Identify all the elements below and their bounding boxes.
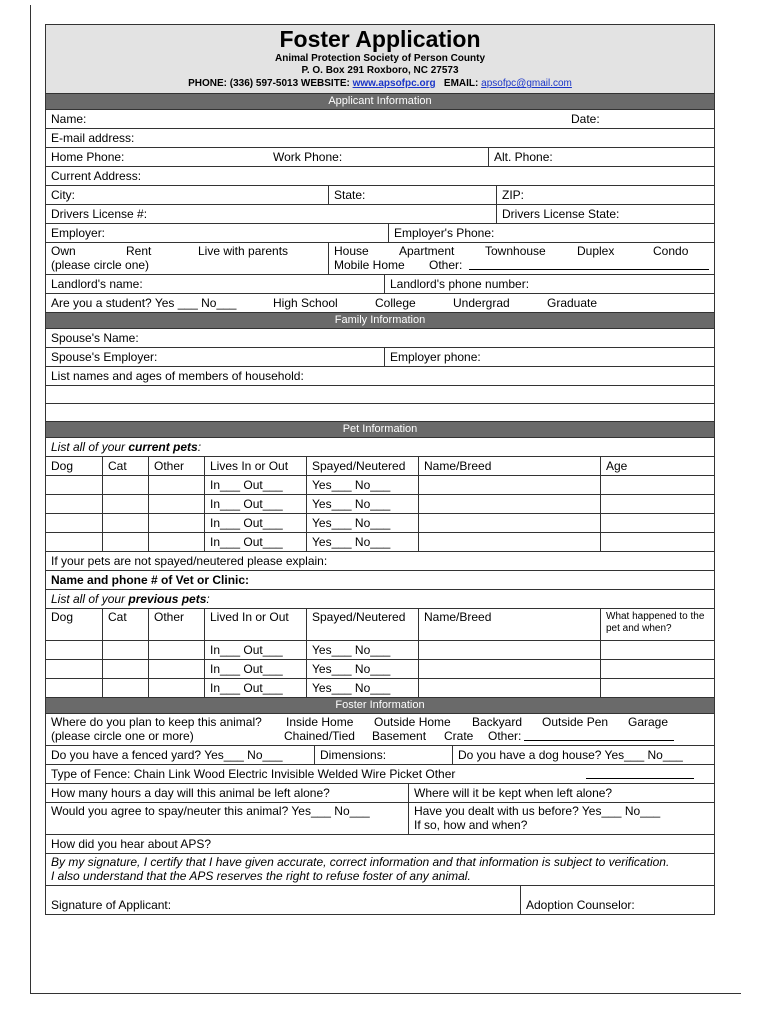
cell-what-happened[interactable] xyxy=(600,641,714,659)
own-option[interactable]: Own xyxy=(51,244,76,258)
row-student xyxy=(46,294,714,313)
col-name-breed: Name/Breed xyxy=(418,457,600,475)
vet-field[interactable]: Name and phone # of Vet or Clinic: xyxy=(51,573,250,587)
doghouse-field[interactable]: Do you have a dog house? Yes___ No___ xyxy=(452,746,683,764)
work-phone-field[interactable]: Work Phone: xyxy=(273,150,343,164)
cell-in-out[interactable]: In___ Out___ xyxy=(204,679,306,697)
spouse-employer-field[interactable]: Spouse's Employer: xyxy=(51,350,158,364)
col-spayed: Spayed/Neutered xyxy=(306,457,418,475)
graduate-option[interactable]: Graduate xyxy=(547,296,598,310)
outside-pen-option[interactable]: Outside Pen xyxy=(542,715,609,729)
row-housing xyxy=(46,243,714,275)
table-row[interactable] xyxy=(46,679,714,698)
row-certification xyxy=(46,854,714,886)
cell-yes-no[interactable]: Yes___ No___ xyxy=(306,679,418,697)
landlord-phone-field[interactable]: Landlord's phone number: xyxy=(384,275,529,293)
rent-option[interactable]: Rent xyxy=(126,244,152,258)
other-underline xyxy=(469,268,709,270)
col-other: Other xyxy=(148,457,204,475)
email-link[interactable]: apsofpc@gmail.com xyxy=(481,78,572,89)
cell-yes-no[interactable]: Yes___ No___ xyxy=(306,495,418,513)
inside-home-option[interactable]: Inside Home xyxy=(286,715,354,729)
row-landlord xyxy=(46,275,714,294)
col-cat: Cat xyxy=(102,457,148,475)
spouse-name-field[interactable]: Spouse's Name: xyxy=(51,331,139,345)
row-fence xyxy=(46,746,714,765)
org-name: Animal Protection Society of Person County xyxy=(274,53,486,64)
cell-dog[interactable] xyxy=(46,679,102,697)
student-field[interactable]: Are you a student? Yes ___ No___ xyxy=(51,296,237,310)
landlord-field[interactable]: Landlord's name: xyxy=(51,277,143,291)
row-signature xyxy=(46,886,714,914)
cell-in-out[interactable]: In___ Out___ xyxy=(204,641,306,659)
row-license xyxy=(46,205,714,224)
spay-agree-field[interactable]: Would you agree to spay/neuter this animal? Yes___ No___ xyxy=(51,804,370,818)
dealt-before-cell xyxy=(408,803,660,834)
college-option[interactable]: College xyxy=(375,296,416,310)
row-hear xyxy=(46,835,714,854)
col-dog: Dog xyxy=(51,610,74,624)
cell-other[interactable] xyxy=(148,533,204,551)
other-keep-field[interactable]: Other: xyxy=(488,729,522,743)
city-field[interactable]: City: xyxy=(51,188,75,202)
row-household xyxy=(46,367,714,386)
circle-more-note: (please circle one or more) xyxy=(51,729,194,743)
row-spouse-name xyxy=(46,329,714,348)
other-housing-field[interactable]: Other: xyxy=(429,258,463,272)
col-cat: Cat xyxy=(102,609,148,640)
col-spayed: Spayed/Neutered xyxy=(306,609,418,640)
cell-cat[interactable] xyxy=(102,514,148,532)
certification-text xyxy=(46,854,714,885)
cell-name-breed[interactable] xyxy=(418,495,600,513)
ownership-cell xyxy=(46,243,328,274)
cell-yes-no[interactable]: Yes___ No___ xyxy=(306,476,418,494)
signature-field[interactable] xyxy=(46,886,520,914)
cell-name-breed[interactable] xyxy=(418,660,600,678)
row-household-blank-1[interactable] xyxy=(46,386,714,404)
cell-in-out[interactable]: In___ Out___ xyxy=(204,533,306,551)
contact-line xyxy=(46,77,714,90)
dealt-before-field[interactable]: Have you dealt with us before? Yes___ No___ xyxy=(414,804,661,818)
section-applicant: Applicant Information xyxy=(46,94,714,110)
row-vet xyxy=(46,571,714,590)
row-hours xyxy=(46,784,714,803)
col-what-happened: What happened to the pet and when? xyxy=(600,609,714,640)
table-row[interactable] xyxy=(46,660,714,679)
cell-other[interactable] xyxy=(148,514,204,532)
live-parents-option[interactable]: Live with parents xyxy=(198,244,289,258)
section-family: Family Information xyxy=(46,313,714,329)
cell-name-breed[interactable] xyxy=(418,679,600,697)
dimensions-field[interactable]: Dimensions: xyxy=(314,746,452,764)
row-household-blank-2[interactable] xyxy=(46,404,714,422)
table-row[interactable] xyxy=(46,476,714,495)
household-field[interactable]: List names and ages of members of household: xyxy=(51,369,304,383)
row-previous-pets-heading xyxy=(46,590,714,609)
condo-option[interactable]: Condo xyxy=(653,244,689,258)
cell-other[interactable] xyxy=(148,476,204,494)
other-keep-underline xyxy=(524,739,674,741)
townhouse-option[interactable]: Townhouse xyxy=(485,244,546,258)
website-link[interactable]: www.apsofpc.org xyxy=(352,78,436,89)
previous-pets-header xyxy=(46,609,714,641)
zip-field[interactable]: ZIP: xyxy=(496,186,524,204)
cell-cat[interactable] xyxy=(102,641,148,659)
cell-name-breed[interactable] xyxy=(418,476,600,494)
cell-cat[interactable] xyxy=(102,679,148,697)
col-lived: Lived In or Out xyxy=(204,609,306,640)
cell-dog[interactable] xyxy=(46,660,102,678)
cell-other[interactable] xyxy=(148,495,204,513)
date-field[interactable]: Date: xyxy=(571,112,600,126)
cell-dog[interactable] xyxy=(46,476,102,494)
table-row[interactable] xyxy=(46,533,714,552)
email-field[interactable]: E-mail address: xyxy=(51,131,135,145)
house-option[interactable]: House xyxy=(334,244,369,258)
row-spay xyxy=(46,803,714,835)
cell-what-happened[interactable] xyxy=(600,660,714,678)
license-field[interactable]: Drivers License #: xyxy=(51,207,148,221)
cell-yes-no[interactable]: Yes___ No___ xyxy=(306,533,418,551)
license-state-field[interactable]: Drivers License State: xyxy=(496,205,619,223)
table-row[interactable] xyxy=(46,514,714,533)
row-address xyxy=(46,167,714,186)
cell-name-breed[interactable] xyxy=(418,514,600,532)
basement-option[interactable]: Basement xyxy=(372,729,427,743)
cell-dog[interactable] xyxy=(46,641,102,659)
cell-yes-no[interactable]: Yes___ No___ xyxy=(306,514,418,532)
cell-yes-no[interactable]: Yes___ No___ xyxy=(306,660,418,678)
cell-in-out[interactable]: In___ Out___ xyxy=(204,476,306,494)
duplex-option[interactable]: Duplex xyxy=(577,244,615,258)
outside-home-option[interactable]: Outside Home xyxy=(374,715,451,729)
state-field[interactable]: State: xyxy=(328,186,496,204)
high-school-option[interactable]: High School xyxy=(273,296,338,310)
certification-line-2: I also understand that the APS reserves the right to refuse foster of any animal. xyxy=(51,869,471,883)
cell-age[interactable] xyxy=(600,533,714,551)
signature-label: Signature of Applicant: xyxy=(51,898,172,912)
certification-line-1: By my signature, I certify that I have given accurate, correct information and that information is subject to verification. xyxy=(51,855,670,869)
section-foster: Foster Information xyxy=(46,698,714,714)
hear-about-field[interactable]: How did you hear about APS? xyxy=(51,837,212,851)
apartment-option[interactable]: Apartment xyxy=(399,244,455,258)
cell-cat[interactable] xyxy=(102,533,148,551)
org-address: P. O. Box 291 Roxboro, NC 27573 xyxy=(301,65,459,76)
if-so-field[interactable]: If so, how and when? xyxy=(414,818,528,832)
cell-what-happened[interactable] xyxy=(600,679,714,697)
employer-phone-field[interactable]: Employer's Phone: xyxy=(388,224,494,242)
cell-cat[interactable] xyxy=(102,495,148,513)
current-pets-label: List all of your current pets: xyxy=(51,440,202,454)
col-other: Other xyxy=(148,609,204,640)
cell-dog[interactable] xyxy=(46,514,102,532)
cell-age[interactable] xyxy=(600,514,714,532)
col-name-breed: Name/Breed xyxy=(418,609,600,640)
table-row[interactable] xyxy=(46,641,714,660)
cell-other[interactable] xyxy=(148,679,204,697)
cell-in-out[interactable]: In___ Out___ xyxy=(204,514,306,532)
cell-dog[interactable] xyxy=(46,495,102,513)
col-lives: Lives In or Out xyxy=(204,457,306,475)
row-keep-location xyxy=(46,714,714,746)
cell-cat[interactable] xyxy=(102,476,148,494)
fence-other-underline xyxy=(586,777,694,779)
current-pets-header xyxy=(46,457,714,476)
email-label: EMAIL: xyxy=(443,78,479,89)
cell-name-breed[interactable] xyxy=(418,533,600,551)
cell-cat[interactable] xyxy=(102,660,148,678)
form-header xyxy=(46,25,714,94)
garage-option[interactable]: Garage xyxy=(628,715,669,729)
cell-other[interactable] xyxy=(148,641,204,659)
cell-dog[interactable] xyxy=(46,533,102,551)
row-explain xyxy=(46,552,714,571)
alt-phone-field[interactable]: Alt. Phone: xyxy=(488,148,553,166)
section-pet: Pet Information xyxy=(46,422,714,438)
backyard-option[interactable]: Backyard xyxy=(472,715,523,729)
fenced-yard-field[interactable]: Do you have a fenced yard? Yes___ No___ xyxy=(51,748,283,762)
phone-label: PHONE: (336) 597-5013 WEBSITE: xyxy=(188,78,350,89)
undergrad-option[interactable]: Undergrad xyxy=(453,296,510,310)
where-kept-field[interactable]: Where will it be kept when left alone? xyxy=(408,784,612,802)
cell-other[interactable] xyxy=(148,660,204,678)
keep-location-cell xyxy=(46,714,714,745)
counselor-field[interactable] xyxy=(520,886,635,914)
home-phone-field[interactable]: Home Phone: xyxy=(51,150,125,164)
cell-age[interactable] xyxy=(600,495,714,513)
row-name xyxy=(46,110,714,129)
circle-one-note: (please circle one) xyxy=(51,258,150,272)
row-employer xyxy=(46,224,714,243)
keep-question: Where do you plan to keep this animal? xyxy=(51,715,262,729)
previous-pets-label: List all of your previous pets: xyxy=(51,592,210,606)
cell-in-out[interactable]: In___ Out___ xyxy=(204,495,306,513)
row-phones xyxy=(46,148,714,167)
explain-field[interactable]: If your pets are not spayed/neutered please explain: xyxy=(51,554,328,568)
chained-option[interactable]: Chained/Tied xyxy=(284,729,355,743)
cell-name-breed[interactable] xyxy=(418,641,600,659)
employer-field[interactable]: Employer: xyxy=(51,226,106,240)
name-field[interactable]: Name: xyxy=(51,112,87,126)
mobile-home-option[interactable]: Mobile Home xyxy=(334,258,405,272)
hours-alone-field[interactable]: How many hours a day will this animal be left alone? xyxy=(51,786,330,800)
col-dog: Dog xyxy=(51,459,74,473)
crate-option[interactable]: Crate xyxy=(444,729,474,743)
col-age: Age xyxy=(600,457,714,475)
table-row[interactable] xyxy=(46,495,714,514)
foster-application-form xyxy=(45,24,715,915)
row-current-pets-heading xyxy=(46,438,714,457)
row-city xyxy=(46,186,714,205)
row-fence-type xyxy=(46,765,714,784)
cell-age[interactable] xyxy=(600,476,714,494)
cell-yes-no[interactable]: Yes___ No___ xyxy=(306,641,418,659)
row-spouse-employer xyxy=(46,348,714,367)
form-title: Foster Application xyxy=(279,26,481,52)
row-email xyxy=(46,129,714,148)
cell-in-out[interactable]: In___ Out___ xyxy=(204,660,306,678)
housing-type-cell xyxy=(328,243,689,274)
counselor-label: Adoption Counselor: xyxy=(526,898,635,912)
address-field[interactable]: Current Address: xyxy=(51,169,142,183)
fence-type-field[interactable]: Type of Fence: Chain Link Wood Electric Invisible Welded Wire Picket Other xyxy=(51,767,456,781)
spouse-employer-phone-field[interactable]: Employer phone: xyxy=(384,348,481,366)
